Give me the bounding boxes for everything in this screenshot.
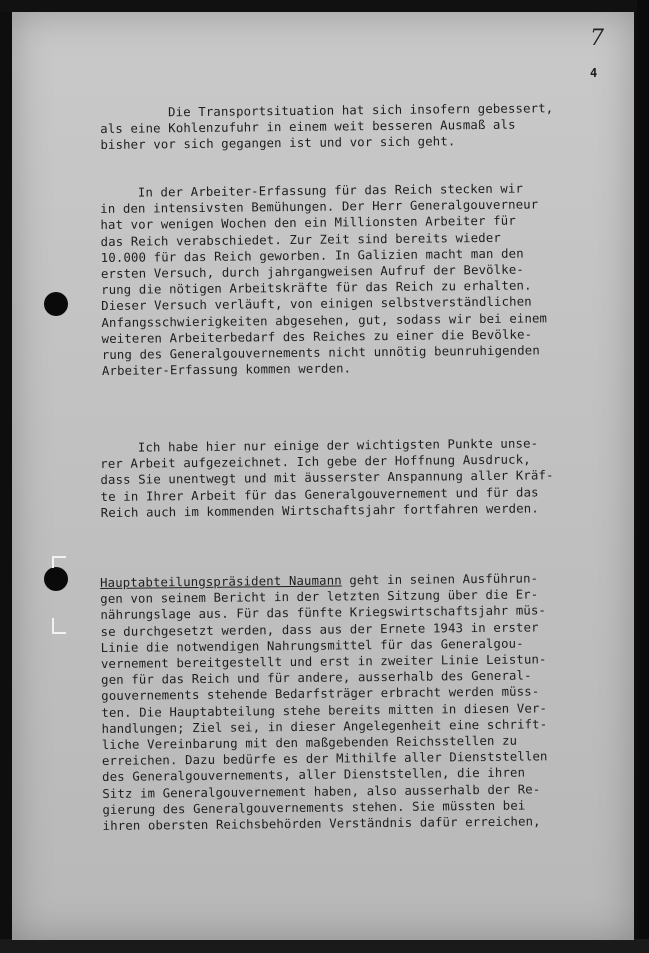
text-line: des Generalgouvernements, aller Dienststellen, die ihren: [102, 765, 526, 785]
text-line: rung des Generalgouvernements nicht unnötig beunruhigenden: [101, 343, 540, 363]
speaker-name: Hauptabteilungspräsident Naumann: [100, 573, 342, 590]
text-line: Die Transportsituation hat sich insofern gebessert,: [100, 101, 554, 120]
punch-hole-top: [44, 292, 68, 316]
text-line: in den intensivsten Bemühungen. Der Herr Generalgouverneur: [100, 197, 539, 217]
text-line: gen von seinem Bericht in der letzten Sitzung über die Er-: [100, 587, 539, 607]
text-line: gen für das Reich und für andere, ausserhalb des General-: [101, 668, 532, 688]
text-line: 10.000 für das Reich geworben. In Galizien macht man den: [100, 246, 524, 265]
text-line: Arbeiter-Erfassung kommen werden.: [101, 361, 352, 379]
text-line: als eine Kohlenzufuhr in einem weit besseren Ausmaß als: [100, 117, 516, 137]
paragraph-naumann: [100, 570, 603, 834]
paragraph-closing: [100, 435, 601, 521]
speaker-rest: geht in seinen Ausführun-: [341, 571, 539, 588]
text-line: gouvernements stehende Bedarfsträger erbracht werden müss-: [101, 684, 540, 704]
margin-bracket-top: [52, 556, 66, 568]
text-line: bisher vor sich gegangen ist und vor sich geht.: [100, 134, 456, 153]
punch-hole-bottom: [44, 567, 68, 591]
text-line: In der Arbeiter-Erfassung für das Reich stecken wir: [100, 181, 524, 200]
text-line: handlungen; Ziel sei, in dieser Angelegenheit eine schrift-: [101, 717, 548, 736]
text-line: ihren obersten Reichsbehörden Verständnis dafür erreichen,: [102, 814, 541, 834]
paragraph-workers: [100, 180, 602, 380]
text-line: das Reich verabschiedet. Zur Zeit sind bereits wieder: [100, 230, 501, 249]
text-line: gierung des Generalgouvernements stehen. Sie müssten bei: [102, 798, 526, 817]
page-number: 4: [590, 66, 598, 80]
text-line: Linie die notwendigen Nahrungsmittel für das Generalgou-: [100, 636, 524, 655]
text-line: dass Sie unentwegt und mit äusserster Anspannung aller Kräf-: [100, 468, 554, 488]
text-line: ersten Versuch, durch jahrgangweisen Aufruf der Bevölke-: [100, 262, 524, 282]
text-line: Anfangsschwierigkeiten abgesehen, gut, sodass wir bei einem: [101, 310, 548, 330]
paragraph-transport: [100, 100, 600, 154]
text-line: Sitz im Generalgouvernement haben, also ausserhalb der Re-: [102, 782, 541, 801]
text-line: ten. Die Hauptabteilung stehe bereits mitten in diesen Ver-: [101, 700, 548, 720]
handwritten-folio-number: 7: [590, 26, 604, 51]
text-line: rung die nötigen Arbeitskräfte für das Reich zu erhalten.: [101, 278, 532, 298]
text-line: liche Vereinbarung mit den maßgebenden Reichsstellen zu: [101, 733, 518, 753]
text-line: vernement bereitgestellt und erst in zweiter Linie Leistun-: [100, 652, 547, 672]
text-line: hat vor wenigen Wochen den ein Millionsten Arbeiter für: [100, 214, 516, 233]
scan-frame-top: [0, 0, 649, 12]
text-line: Dieser Versuch verläuft, von einigen selbstverständlichen: [101, 294, 532, 314]
margin-bracket-bottom: [52, 618, 66, 634]
text-line: nährungslage aus. Für das fünfte Kriegswirtschaftsjahr müs-: [100, 603, 547, 623]
text-line: te in Ihrer Arbeit für das Generalgouvernement und für das: [100, 485, 539, 504]
text-line: weiteren Arbeiterbedarf des Reiches zu einer die Bevölke-: [101, 327, 533, 346]
scan-frame-bottom: [0, 939, 649, 953]
text-line: Ich habe hier nur einige der wichtigsten Punkte unse-: [100, 436, 539, 455]
text-line: erreichen. Dazu bedürfe es der Mithilfe aller Dienststellen: [101, 749, 548, 769]
scan-frame-right: [637, 0, 649, 953]
text-line: rer Arbeit aufgezeichnet. Ich gebe der Hoffnung Ausdruck,: [100, 452, 531, 472]
text-line: Reich auch im kommenden Wirtschaftsjahr fortfahren werden.: [100, 501, 539, 520]
text-line: se durchgesetzt werden, dass aus der Ernete 1943 in erster: [100, 620, 539, 639]
